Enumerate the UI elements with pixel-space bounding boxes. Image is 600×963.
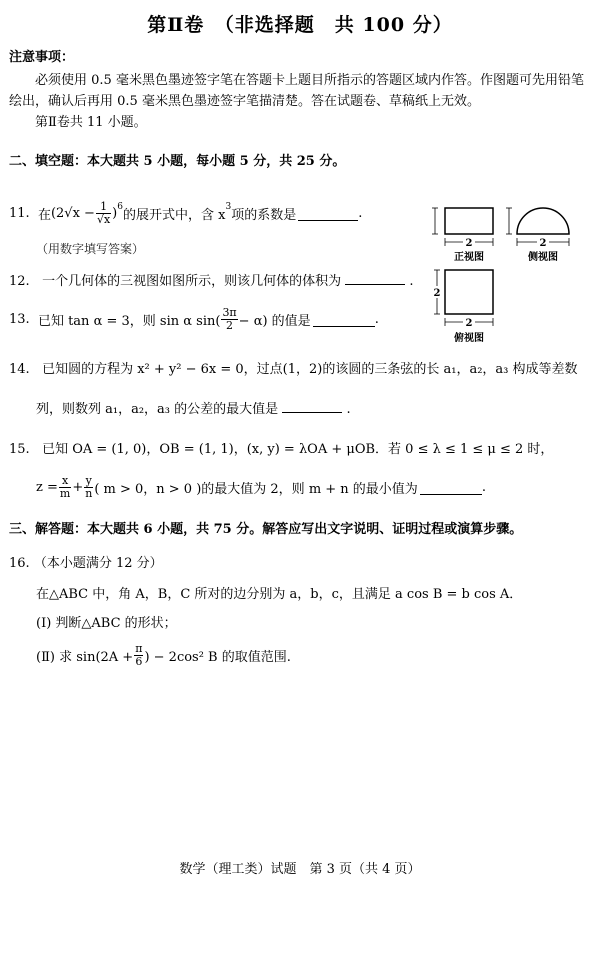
side-width-label: 2 [539, 238, 547, 249]
front-view-label: 正视图 [454, 252, 484, 263]
q16-number: 16. [9, 556, 30, 571]
q15-fraction-2 [84, 475, 93, 500]
q13-fraction [221, 307, 237, 332]
q16-fraction [134, 643, 143, 668]
front-width-label: 2 [465, 238, 473, 249]
q14-answer-blank[interactable] [282, 398, 342, 413]
q13-number: 13. [9, 311, 30, 327]
side-view-label: 侧视图 [528, 252, 558, 263]
q13-end: . [374, 311, 379, 327]
top-view [431, 270, 493, 344]
q11-end: . [358, 205, 363, 221]
question-14 [9, 358, 578, 377]
q11-mid: 的展开式中，含 x [122, 207, 226, 223]
q11-fraction [96, 201, 111, 226]
q15-f1-num: x [59, 475, 71, 488]
q15-f2-num: y [85, 473, 92, 487]
q12-end: . [409, 274, 414, 289]
q16-score: （本小题满分 12 分） [33, 556, 163, 571]
top-view-label: 俯视图 [454, 333, 484, 344]
q15-fraction-1 [59, 475, 71, 500]
question-15-line-2 [36, 470, 486, 504]
q11-number: 11. [9, 205, 30, 221]
front-view [432, 208, 493, 263]
q11-x-exponent: 3 [225, 202, 232, 212]
question-11 [9, 198, 362, 228]
q16-part-2 [36, 638, 291, 672]
q12-number: 12. [9, 274, 30, 289]
question-14-line-2 [36, 398, 351, 417]
q16-frac-num: π [135, 641, 143, 655]
q16-stem: 在△ABC 中，角 A，B，C 所对的边分别为 a，b，c，且满足 a cos B = b cos A． [36, 587, 523, 602]
section-2-heading: 二、填空题：本大题共 5 小题，每小题 5 分，共 25 分。 [9, 154, 346, 169]
q13-post: − α) 的值是 [238, 313, 311, 329]
q11-post: 项的系数是 [231, 207, 297, 223]
q11-frac-num: 1 [96, 201, 111, 214]
q15-end: . [481, 479, 486, 495]
q13-frac-num: 3π [222, 305, 237, 319]
q15-f2-den: n [85, 486, 93, 500]
q11-pre: 在 [37, 207, 51, 223]
q15-answer-blank[interactable] [420, 480, 482, 495]
notice-line-1: 必须使用 0.5 毫米黑色墨迹签字笔在答题卡上题目所指示的答题区域内作答。作图题可先用铅笔绘出，确认后再用 0.5 毫米黑色墨迹签字笔描清楚。答在试题卷、草稿纸上无效。 [9, 73, 584, 109]
q14-number: 14. [9, 362, 30, 377]
q11-note: （用数字填写答案） [36, 242, 145, 256]
q15-number: 15. [9, 442, 30, 457]
q11-answer-blank[interactable] [298, 206, 358, 221]
q15-plus: + [72, 479, 84, 495]
notice-heading: 注意事项： [9, 50, 75, 65]
notice-line-2: 第Ⅱ卷共 11 小题。 [35, 115, 147, 130]
section-3-heading: 三、解答题：本大题共 6 小题，共 75 分。解答应写出文字说明、证明过程或演算步骤。 [9, 522, 523, 537]
q14-line-2: 列，则数列 a₁，a₂，a₃ 的公差的最大值是 [36, 402, 279, 417]
q11-expr-open: (2√x − [50, 205, 95, 221]
q13-answer-blank[interactable] [313, 312, 375, 327]
question-13 [9, 302, 379, 336]
q15-line-2: ( m > 0，n > 0 )的最大值为 2，则 m + n 的最小值为 [94, 481, 418, 497]
q15-f1-den: m [59, 486, 71, 500]
page-title: 第Ⅱ卷 （非选择题 共 100 分） [147, 14, 453, 36]
q15-z: z = [36, 479, 58, 495]
q14-end: . [346, 402, 351, 417]
q16-part-1: (Ⅰ) 判断△ABC 的形状； [36, 616, 177, 631]
q14-line-1: 已知圆的方程为 x² + y² − 6x = 0，过点(1，2)的该圆的三条弦的长 a₁，a₂，a₃ 构成等差数 [42, 362, 578, 377]
page-footer: 数学（理工类）试题 第 3 页（共 4 页） [179, 862, 421, 877]
question-15 [9, 438, 553, 457]
q11-frac-den: √x [96, 212, 111, 226]
q16-part-2-pre: (Ⅱ) 求 sin(2A + [36, 649, 134, 665]
q15-line-1: 已知 OA = (1, 0)，OB = (1, 1)，(x, y) = λOA + μOB．若 0 ≤ λ ≤ 1 ≤ μ ≤ 2 时， [42, 442, 554, 457]
question-16 [9, 552, 163, 571]
q12-text: 一个几何体的三视图如图所示，则该几何体的体积为 [42, 274, 342, 289]
q16-part-2-post: ) − 2cos² B 的取值范围. [144, 649, 291, 665]
q11-exponent: 6 [117, 202, 123, 212]
question-12 [9, 270, 414, 289]
three-view-figure [425, 198, 575, 348]
side-view [506, 208, 569, 263]
q12-answer-blank[interactable] [345, 270, 405, 285]
q13-frac-den: 2 [226, 318, 234, 332]
q11-expr-close: ) [112, 205, 118, 221]
top-width-label: 2 [465, 318, 473, 329]
top-height-label: 2 [433, 288, 441, 299]
q13-pre: 已知 tan α = 3，则 sin α sin( [37, 313, 221, 329]
q16-frac-den: 6 [135, 654, 143, 668]
